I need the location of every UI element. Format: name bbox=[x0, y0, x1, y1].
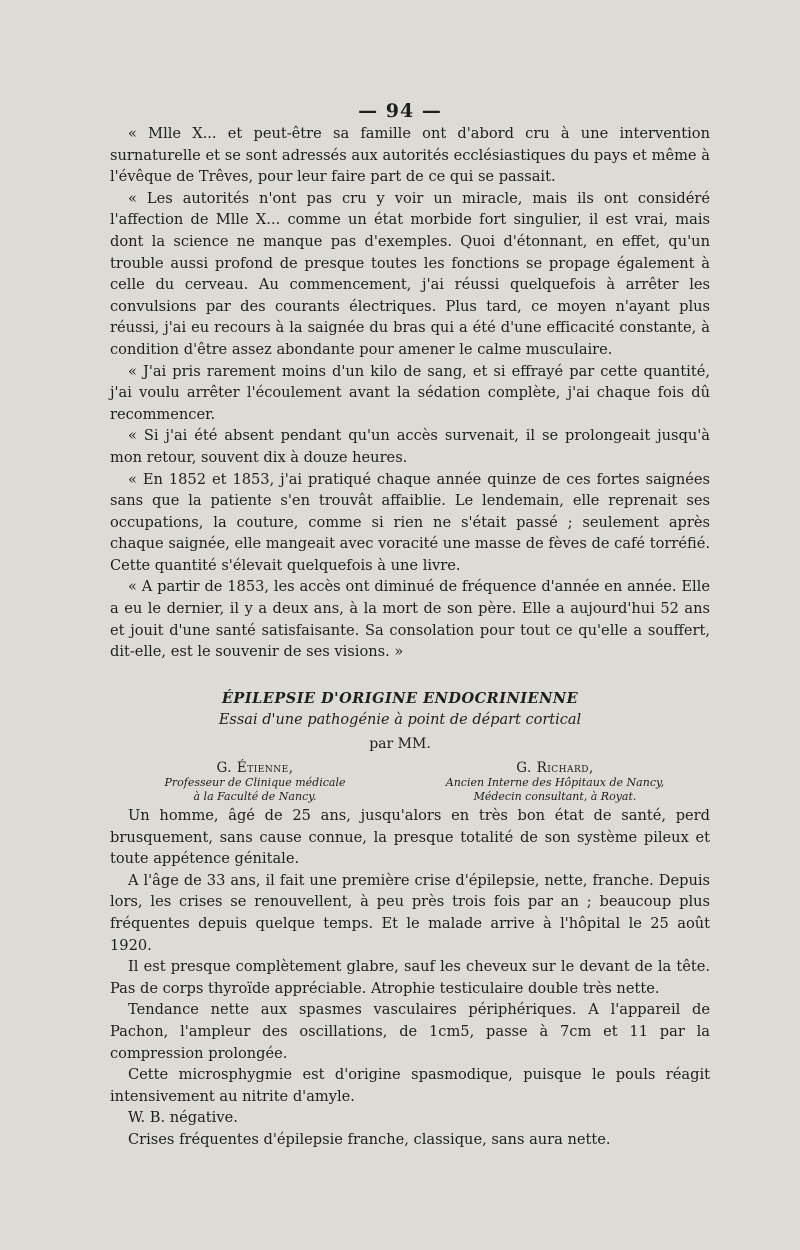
paragraph: A l'âge de 33 ans, il fait une première crise d'épilepsie, nette, franche. Depuis lors, les crises se renouvellent, à peu près trois fois par an ; beaucoup plus fréquentes depuis quelque temps. Et le malade arrive à l'hôpital le 25 août 1920. bbox=[110, 871, 710, 954]
author-richard bbox=[410, 760, 700, 804]
author-affiliation: à la Faculté de Nancy. bbox=[193, 790, 317, 803]
paragraph: « Les autorités n'ont pas cru y voir un miracle, mais ils ont considéré l'affection de Mlle X... comme un état morbide fort singulier, il est vrai, mais dont la science ne manque pas d'exemples. Quoi d'étonnant, en effet, qu'un trouble aussi profond de presque toutes les fonctions se propage également à celle du cerveau. Au commencement, j'ai réussi quelquefois à arrêter les convulsions par des courants électriques. Plus tard, ce moyen n'ayant plus réussi, j'ai eu recours à la saignée du bras qui a été d'une efficacité constante, à condition d'être assez abondante pour amener le calme musculaire. bbox=[110, 189, 710, 358]
author-affiliation: Médecin consultant, à Royat. bbox=[473, 790, 637, 803]
quoted-testimony bbox=[110, 123, 710, 663]
paragraph: Tendance nette aux spasmes vasculaires périphériques. A l'appareil de Pachon, l'ampleur des oscillations, de 1cm5, passe à 7cm et 11 par la compression prolongée. bbox=[110, 1001, 710, 1062]
authors-intro: par MM. bbox=[369, 736, 431, 752]
author-affiliation: Ancien Interne des Hôpitaux de Nancy, bbox=[445, 776, 665, 789]
paragraph: Il est presque complètement glabre, sauf les cheveux sur le devant de la tête. Pas de corps thyroïde appréciable. Atrophie testiculaire double très nette. bbox=[110, 958, 710, 997]
author-affiliation: Professeur de Clinique médicale bbox=[164, 776, 346, 789]
paragraph: W. B. négative. bbox=[128, 1109, 238, 1127]
case-report-body bbox=[110, 805, 710, 1151]
paragraph: Un homme, âgé de 25 ans, jusqu'alors en très bon état de santé, perd brusquement, sans cause connue, la presque totalité de son système pileux et toute appétence génitale. bbox=[110, 807, 710, 868]
author-name: G. Richard, bbox=[516, 760, 594, 776]
article-subtitle: Essai d'une pathogénie à point de départ cortical bbox=[218, 712, 582, 728]
paragraph: « En 1852 et 1853, j'ai pratiqué chaque année quinze de ces fortes saignées sans que la patiente s'en trouvât affaiblie. Le lendemain, elle reprenait ses occupations, la couture, comme si rien ne s'était passé ; seulement après chaque saignée, elle mangeait avec voracité une masse de fèves de café torréfié. Cette quantité s'élevait quelquefois à une livre. bbox=[110, 470, 710, 574]
author-etienne bbox=[130, 760, 380, 804]
article-title: ÉPILEPSIE D'ORIGINE ENDOCRINIENNE bbox=[221, 690, 579, 707]
page-number: — 94 — bbox=[358, 100, 442, 122]
paragraph: « Mlle X... et peut-être sa famille ont d'abord cru à une intervention surnaturelle et se sont adressés aux autorités ecclésiastiques du pays et même à l'évêque de Trêves, pour leur faire part de ce qui se passait. bbox=[110, 125, 710, 186]
paragraph: Cette microsphygmie est d'origine spasmodique, puisque le pouls réagit intensivement au nitrite d'amyle. bbox=[110, 1066, 710, 1105]
paragraph: Crises fréquentes d'épilepsie franche, classique, sans aura nette. bbox=[128, 1130, 611, 1148]
paragraph: « J'ai pris rarement moins d'un kilo de sang, et si effrayé par cette quantité, j'ai voulu arrêter l'écoulement avant la sédation complète, j'ai chaque fois dû recommencer. bbox=[110, 362, 710, 423]
author-name: G. Étienne, bbox=[216, 760, 294, 776]
paragraph: « Si j'ai été absent pendant qu'un accès survenait, il se prolongeait jusqu'à mon retour, souvent dix à douze heures. bbox=[110, 427, 710, 466]
paragraph: « A partir de 1853, les accès ont diminué de fréquence d'année en année. Elle a eu le dernier, il y a deux ans, à la mort de son père. Elle a aujourd'hui 52 ans et jouit d'une santé satisfaisante. Sa consolation pour tout ce qu'elle a souffert, dit-elle, est le souvenir de ses visions. » bbox=[110, 578, 710, 661]
